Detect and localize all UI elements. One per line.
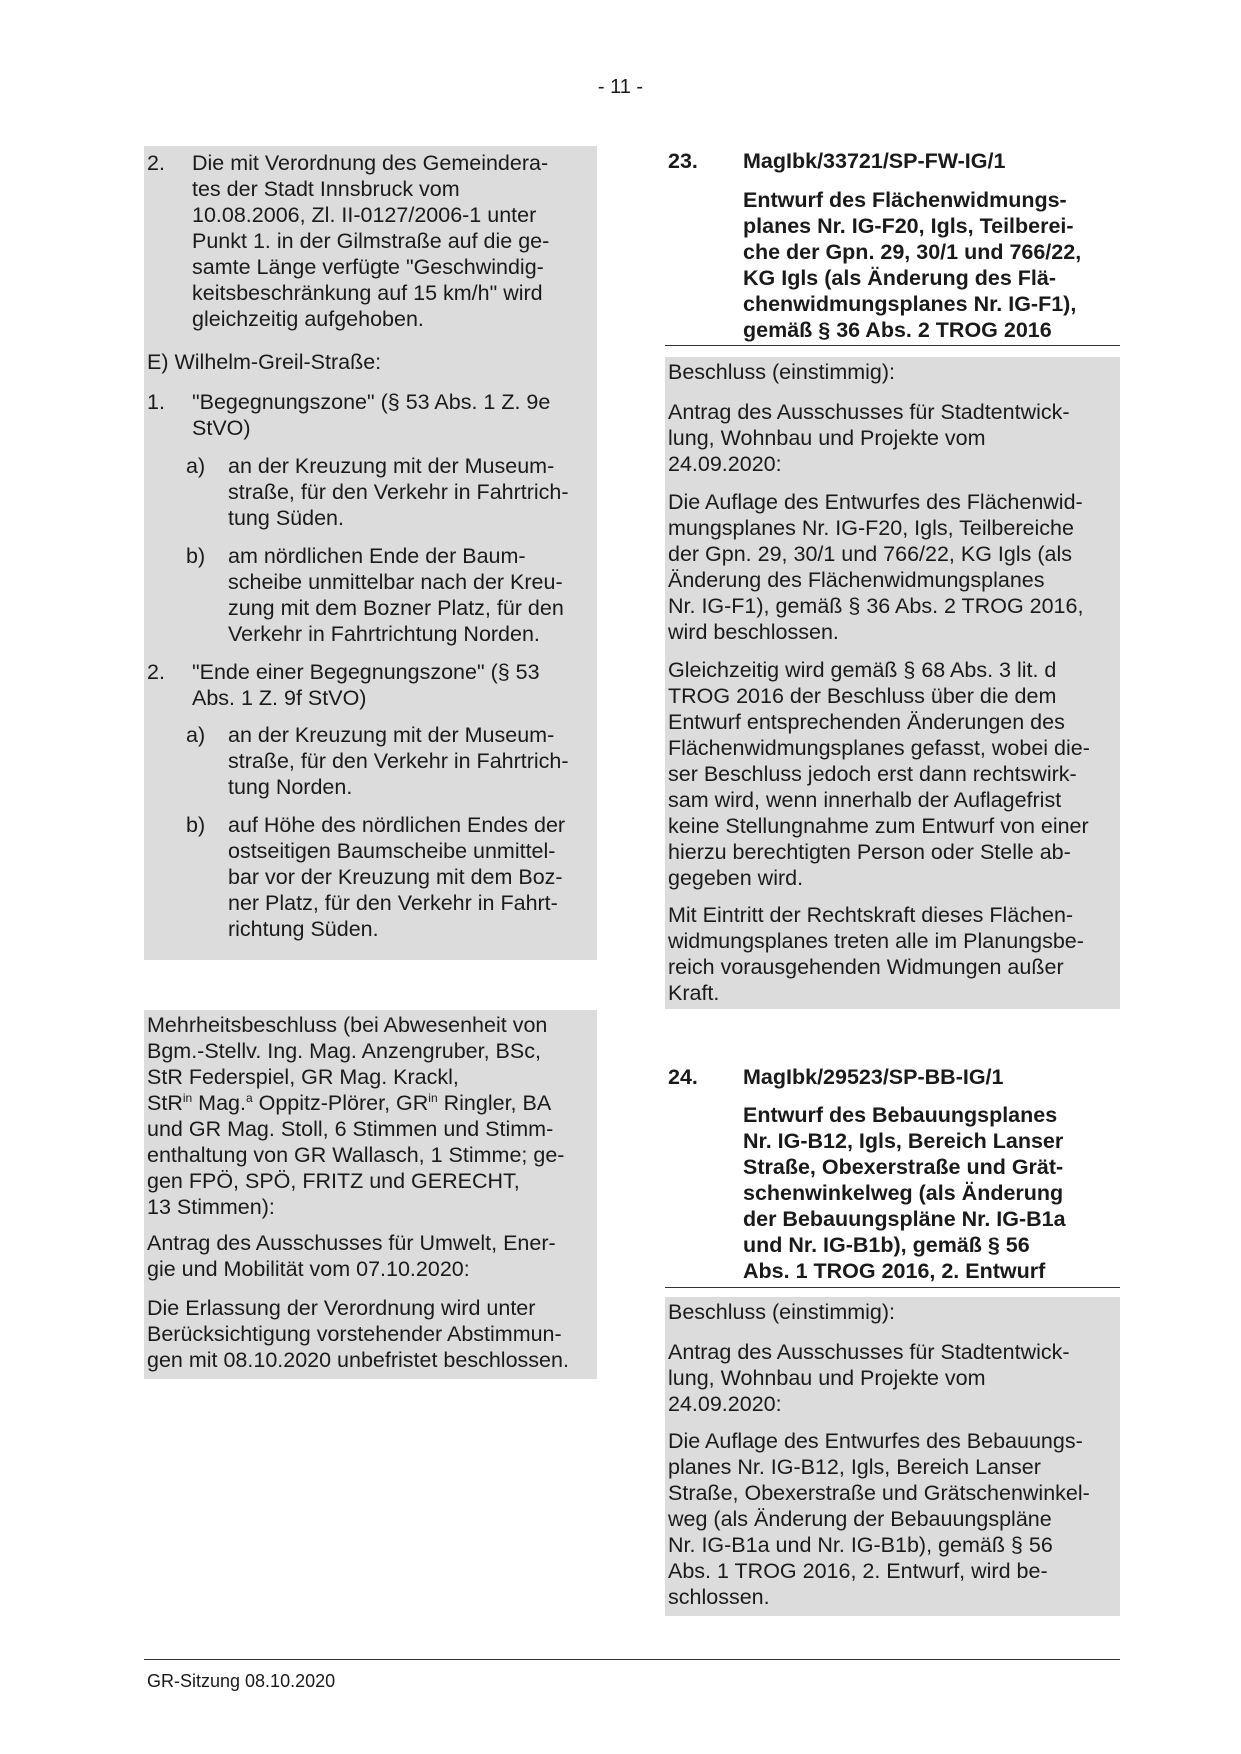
line: Abs. 1 TROG 2016, 2. Entwurf <box>743 1259 1046 1283</box>
item-24-number: 24. <box>668 1065 698 1089</box>
line: Abs. 1 TROG 2016, 2. Entwurf, wird be- <box>668 1559 1048 1583</box>
line: planes Nr. IG-B12, Igls, Bereich Lanser <box>668 1455 1041 1479</box>
page-number: - 11 - <box>597 76 644 98</box>
line: "Ende einer Begegnungszone" (§ 53 <box>192 660 540 684</box>
item-23-resolution-block <box>665 357 1120 1009</box>
text: StR <box>147 1091 183 1115</box>
line: Entwurf entsprechenden Änderungen des <box>668 710 1065 734</box>
line: Flächenwidmungsplanes gefasst, wobei die- <box>668 736 1090 760</box>
subitem-text <box>228 543 564 647</box>
item-number: 2. <box>147 660 165 684</box>
line: Nr. IG-B12, Igls, Bereich Lanser <box>743 1129 1064 1153</box>
line: samte Länge verfügte "Geschwindig- <box>192 255 544 279</box>
paragraph <box>668 489 1083 645</box>
line: keine Stellungnahme zum Entwurf von einer <box>668 814 1089 838</box>
item-24-title <box>743 1102 1066 1284</box>
item-number: 2. <box>147 151 165 175</box>
line: schlossen. <box>668 1585 770 1609</box>
line: Straße, Obexerstraße und Grät- <box>743 1155 1064 1179</box>
decision-text <box>147 1295 569 1373</box>
line: bar vor der Kreuzung mit dem Boz- <box>228 865 563 889</box>
line: Antrag des Ausschusses für Stadtentwick- <box>668 400 1070 424</box>
line: Entwurf des Flächenwidmungs- <box>743 188 1067 212</box>
line: mungsplanes Nr. IG-F20, Igls, Teilbereiche <box>668 516 1074 540</box>
line: straße, für den Verkehr in Fahrtrich- <box>228 749 569 773</box>
paragraph <box>668 902 1084 1006</box>
text: Ringler, BA <box>437 1091 552 1115</box>
item-23-number: 23. <box>668 149 698 173</box>
line: zung mit dem Bozner Platz, für den <box>228 596 564 620</box>
line: lung, Wohnbau und Projekte vom <box>668 426 986 450</box>
line: sam wird, wenn innerhalb der Auflagefrist <box>668 788 1062 812</box>
line: 24.09.2020: <box>668 452 782 476</box>
resolution-status: Beschluss (einstimmig): <box>668 360 895 384</box>
line: keitsbeschränkung auf 15 km/h" wird <box>192 281 543 305</box>
line: Entwurf des Bebauungsplanes <box>743 1103 1058 1127</box>
item-text <box>192 389 550 441</box>
line: tung Süden. <box>228 506 344 530</box>
line: auf Höhe des nördlichen Endes der <box>228 813 566 837</box>
line: KG Igls (als Änderung des Flä- <box>743 266 1056 290</box>
superscript: in <box>428 1090 438 1105</box>
motion-text <box>668 1339 1070 1417</box>
line: der Gpn. 29, 30/1 und 766/22, KG Igls (als <box>668 542 1072 566</box>
line: an der Kreuzung mit der Museum- <box>228 454 555 478</box>
line: che der Gpn. 29, 30/1 und 766/22, <box>743 240 1082 264</box>
line: Die Auflage des Entwurfes des Flächenwid- <box>668 490 1083 514</box>
line: ner Platz, für den Verkehr in Fahrt- <box>228 891 558 915</box>
text: Oppitz-Plörer, GR <box>252 1091 429 1115</box>
line: "Begegnungszone" (§ 53 Abs. 1 Z. 9e <box>192 390 551 414</box>
subitem-label: a) <box>186 454 206 478</box>
resolution-status: Beschluss (einstimmig): <box>668 1300 895 1324</box>
line: an der Kreuzung mit der Museum- <box>228 723 555 747</box>
line: Antrag des Ausschusses für Stadtentwick- <box>668 1340 1070 1364</box>
line: Nr. IG-B1a und Nr. IG-B1b), gemäß § 56 <box>668 1533 1053 1557</box>
section-heading-e: E) Wilhelm-Greil-Straße: <box>147 350 382 374</box>
subitem-label: a) <box>186 723 206 747</box>
line: gemäß § 36 Abs. 2 TROG 2016 <box>743 318 1052 342</box>
line: Punkt 1. in der Gilmstraße auf die ge- <box>192 229 550 253</box>
line: Die Erlassung der Verordnung wird unter <box>147 1296 536 1320</box>
resolution-text <box>147 1012 564 1220</box>
item-text <box>192 659 540 711</box>
line: Nr. IG-F1), gemäß § 36 Abs. 2 TROG 2016, <box>668 594 1084 618</box>
line: gen mit 08.10.2020 unbefristet beschlossen. <box>147 1348 569 1372</box>
divider <box>665 345 1120 346</box>
footer-divider <box>144 1659 1120 1660</box>
line: weg (als Änderung der Bebauungspläne <box>668 1507 1052 1531</box>
subitem-text <box>228 722 569 800</box>
item-number: 1. <box>147 390 165 414</box>
item-text <box>192 150 549 332</box>
line: gegeben wird. <box>668 866 804 890</box>
divider <box>665 1287 1120 1288</box>
line: und Nr. IG-B1b), gemäß § 56 <box>743 1233 1030 1257</box>
subitem-text <box>228 812 565 942</box>
line: tung Norden. <box>228 775 353 799</box>
superscript: a <box>245 1090 253 1105</box>
subitem-label: b) <box>186 813 206 837</box>
line: Gleichzeitig wird gemäß § 68 Abs. 3 lit. d <box>668 658 1057 682</box>
line: StVO) <box>192 416 251 440</box>
line: ostseitigen Baumscheibe unmittel- <box>228 839 556 863</box>
subitem-label: b) <box>186 544 206 568</box>
line: der Bebauungspläne Nr. IG-B1a <box>743 1207 1066 1231</box>
line: planes Nr. IG-F20, Igls, Teilberei- <box>743 214 1074 238</box>
line: reich vorausgehenden Widmungen außer <box>668 955 1064 979</box>
paragraph <box>668 1428 1090 1610</box>
line: StR Federspiel, GR Mag. Krackl, <box>147 1065 459 1089</box>
item-24-code: MagIbk/29523/SP-BB-IG/1 <box>743 1065 1004 1089</box>
line: hierzu berechtigten Person oder Stelle ab- <box>668 840 1071 864</box>
line: 10.08.2006, Zl. II-0127/2006-1 unter <box>192 203 537 227</box>
line: gleichzeitig aufgehoben. <box>192 307 424 331</box>
motion-text <box>147 1230 556 1282</box>
line: TROG 2016 der Beschluss über die dem <box>668 684 1057 708</box>
line: Mehrheitsbeschluss (bei Abwesenheit von <box>147 1013 548 1037</box>
line: Mit Eintritt der Rechtskraft dieses Flächen- <box>668 903 1074 927</box>
line: wird beschlossen. <box>668 620 839 644</box>
line: Kraft. <box>668 981 720 1005</box>
line: Änderung des Flächenwidmungsplanes <box>668 568 1045 592</box>
text: Mag. <box>192 1091 246 1115</box>
line <box>147 1090 564 1116</box>
line: Die mit Verordnung des Gemeindera- <box>192 151 549 175</box>
left-ordinance-block <box>144 146 597 960</box>
motion-text <box>668 399 1070 477</box>
line: Abs. 1 Z. 9f StVO) <box>192 686 367 710</box>
line: Verkehr in Fahrtrichtung Norden. <box>228 622 540 646</box>
line: ser Beschluss jedoch erst dann rechtswirk- <box>668 762 1077 786</box>
line: gen FPÖ, SPÖ, FRITZ und GERECHT, <box>147 1169 520 1193</box>
line: 13 Stimmen): <box>147 1195 275 1219</box>
line: enthaltung von GR Wallasch, 1 Stimme; ge- <box>147 1143 565 1167</box>
item-23-title <box>743 187 1081 343</box>
line: widmungsplanes treten alle im Planungsbe- <box>668 929 1084 953</box>
line: Antrag des Ausschusses für Umwelt, Ener- <box>147 1231 556 1255</box>
line: straße, für den Verkehr in Fahrtrich- <box>228 480 569 504</box>
footer-text: GR-Sitzung 08.10.2020 <box>147 1671 336 1691</box>
line: Bgm.-Stellv. Ing. Mag. Anzengruber, BSc, <box>147 1039 541 1063</box>
subitem-text <box>228 453 569 531</box>
line: Straße, Obexerstraße und Grätschenwinkel- <box>668 1481 1090 1505</box>
line: richtung Süden. <box>228 917 379 941</box>
line: 24.09.2020: <box>668 1392 782 1416</box>
line: und GR Mag. Stoll, 6 Stimmen und Stimm- <box>147 1117 554 1141</box>
paragraph <box>668 657 1090 891</box>
line: schenwinkelweg (als Änderung <box>743 1181 1064 1205</box>
line: chenwidmungsplanes Nr. IG-F1), <box>743 292 1077 316</box>
line: Die Auflage des Entwurfes des Bebauungs- <box>668 1429 1083 1453</box>
line: tes der Stadt Innsbruck vom <box>192 177 460 201</box>
line: Berücksichtigung vorstehender Abstimmun- <box>147 1322 562 1346</box>
superscript: in <box>182 1090 193 1105</box>
left-resolution-block <box>144 1010 597 1379</box>
line: gie und Mobilität vom 07.10.2020: <box>147 1257 470 1281</box>
line: lung, Wohnbau und Projekte vom <box>668 1366 986 1390</box>
item-23-code: MagIbk/33721/SP-FW-IG/1 <box>743 149 1006 173</box>
line: scheibe unmittelbar nach der Kreu- <box>228 570 563 594</box>
line: am nördlichen Ende der Baum- <box>228 544 526 568</box>
item-24-resolution-block <box>665 1297 1120 1616</box>
